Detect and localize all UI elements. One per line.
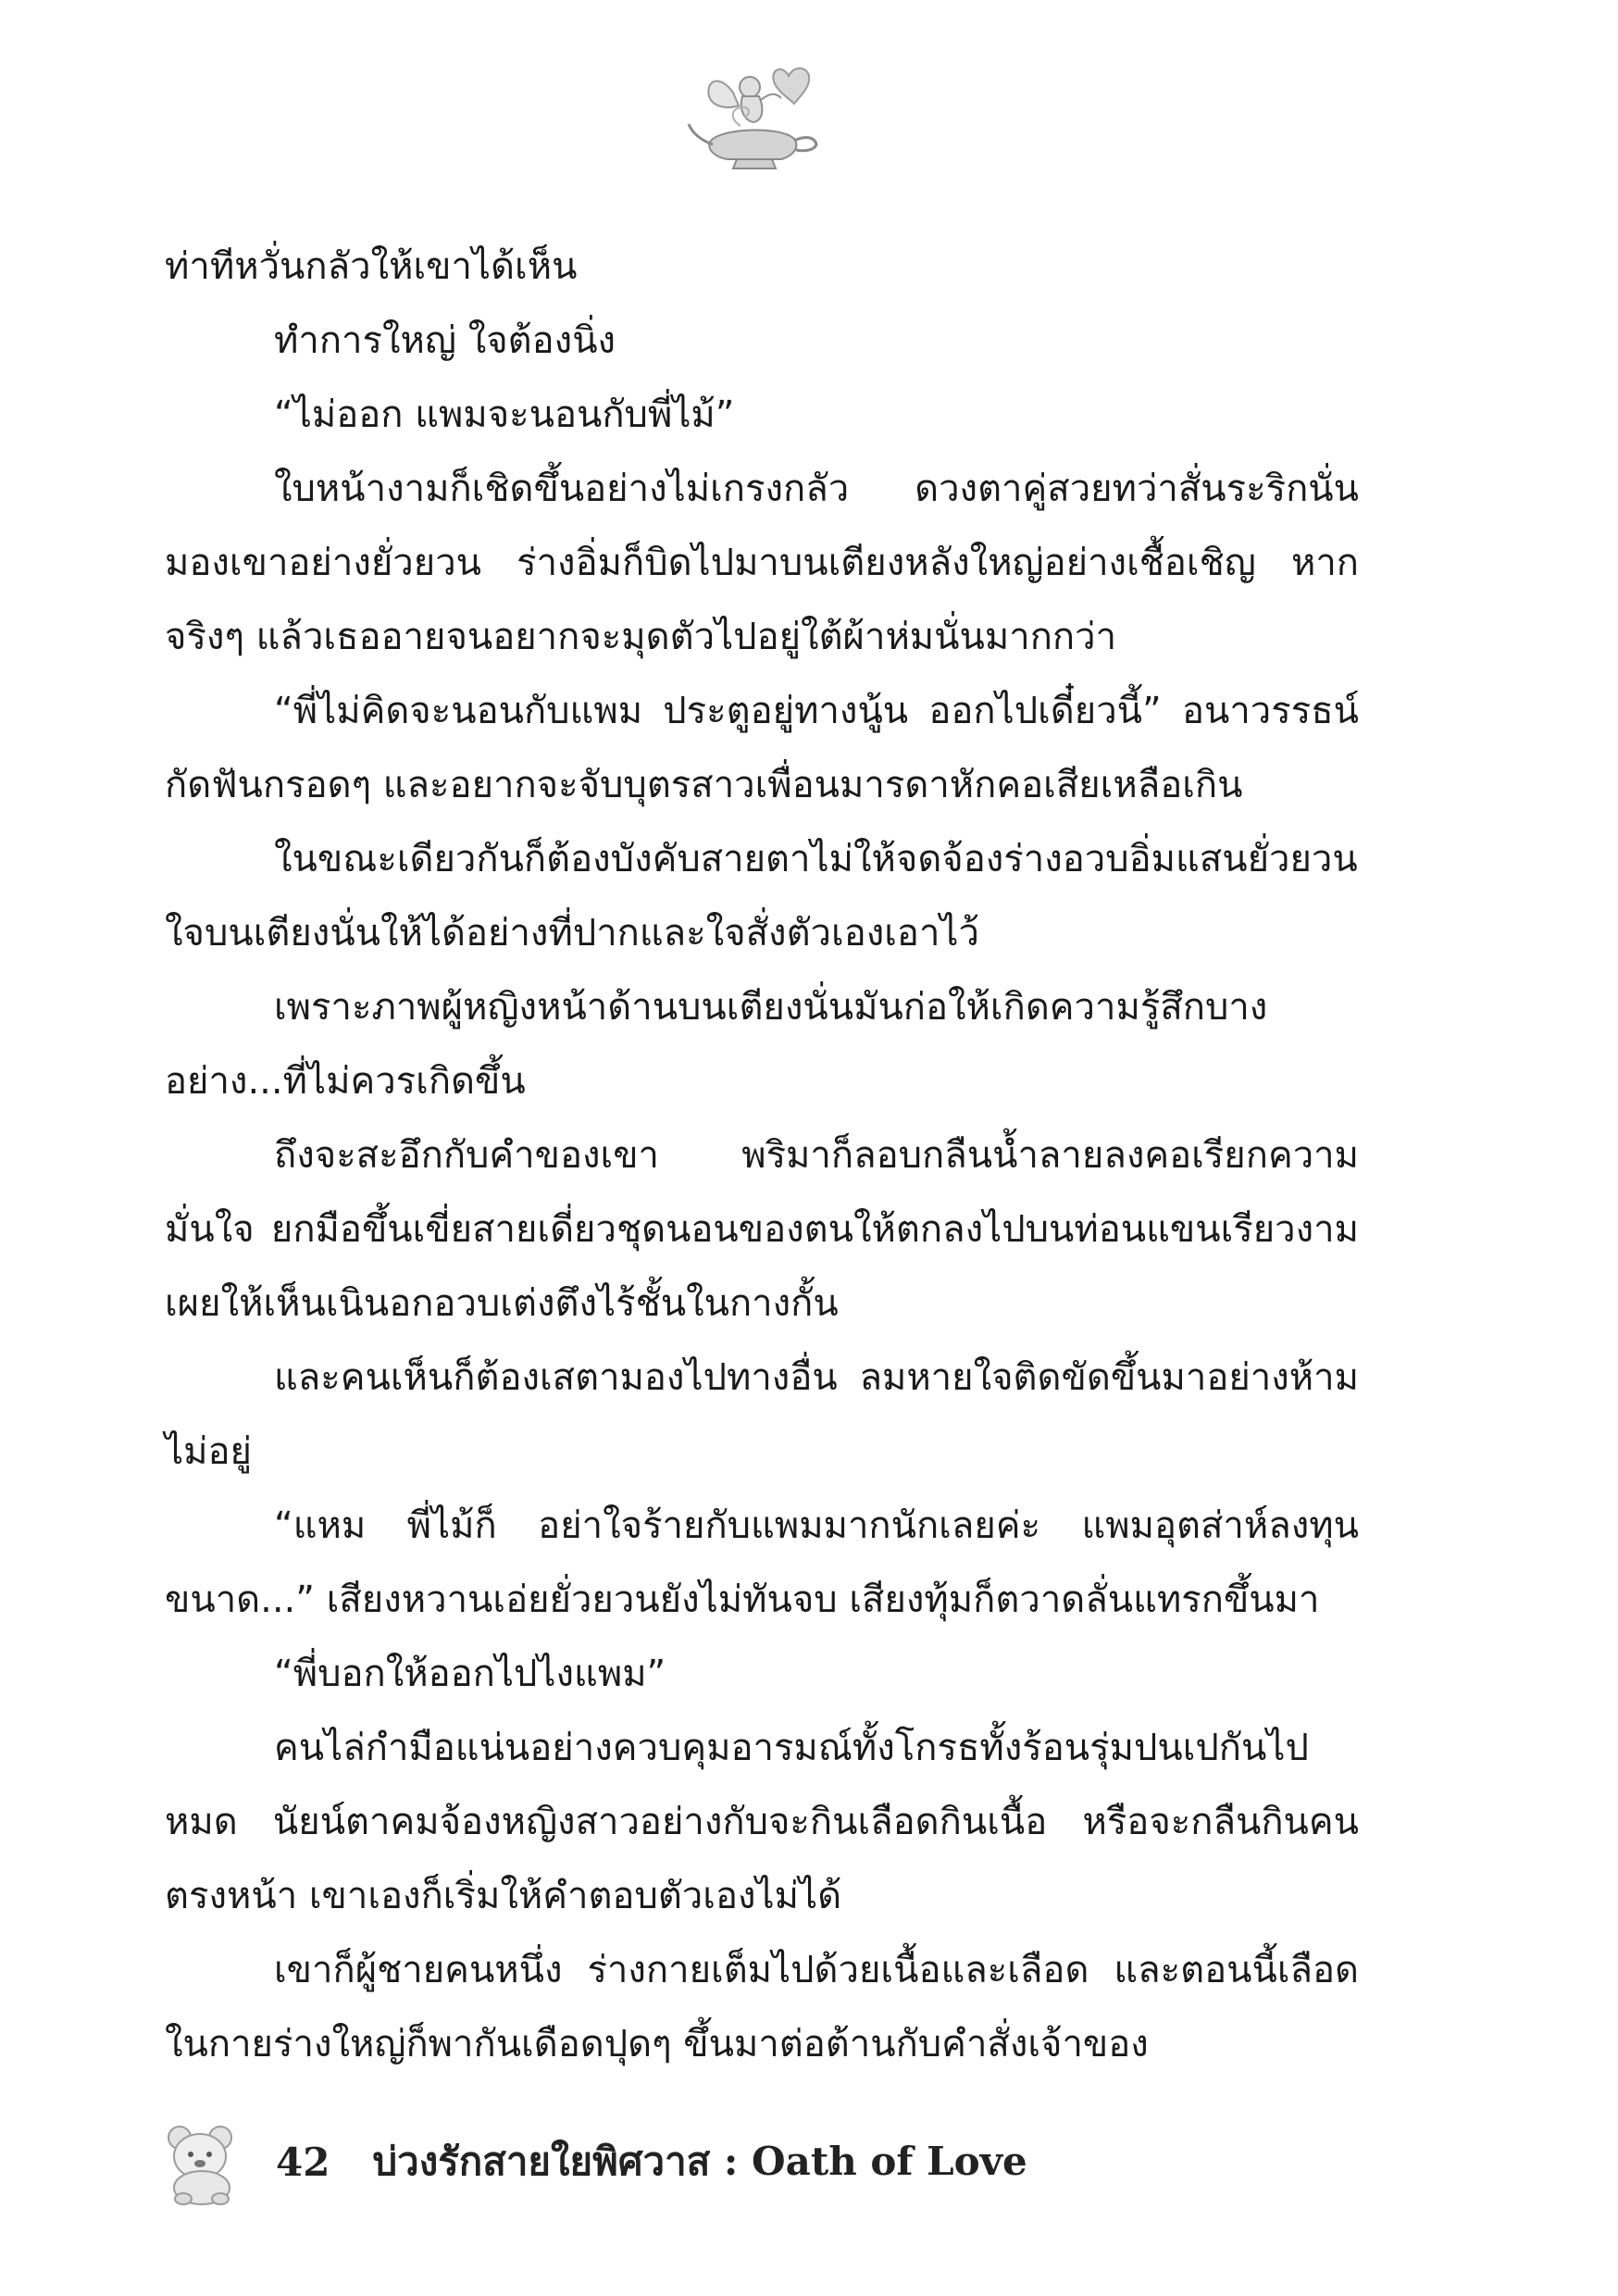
paragraph-13: เขาก็ผู้ชายคนหนึ่ง ร่างกายเต็มไปด้วยเนื้อและเลือด และตอนนี้เลือดในกายร่างใหญ่ก็พากันเดือดปุดๆ ขึ้นมาต่อต้านกับคำสั่งเจ้าของ bbox=[165, 1949, 1359, 2065]
paragraph-8: ถึงจะสะอึกกับคำของเขา พริมาก็ลอบกลืนน้ำลายลงคอเรียกความมั่นใจ ยกมือขึ้นเขี่ยสายเดี่ยวชุดนอนของตนให้ตกลงไปบนท่อนแขนเรียวงาม เผยให้เห็นเนินอกอวบเต่งตึงไร้ชั้นในกางกั้น bbox=[165, 1134, 1359, 1325]
paragraph-2: ทำการใหญ่ ใจต้องนิ่ง bbox=[274, 319, 616, 362]
cupid-teapot-icon bbox=[685, 56, 824, 176]
paragraph-6: ในขณะเดียวกันก็ต้องบังคับสายตาไม่ให้จดจ้องร่างอวบอิ่มแสนยั่วยวนใจบนเตียงนั่นให้ได้อย่างที่ปากและใจสั่งตัวเองเอาไว้ bbox=[165, 838, 1358, 955]
paragraph-7: เพราะภาพผู้หญิงหน้าด้านบนเตียงนั่นมันก่อให้เกิดความรู้สึกบางอย่าง...ที่ไม่ควรเกิดขึ้น bbox=[165, 986, 1268, 1103]
paragraph-9: และคนเห็นก็ต้องเสตามองไปทางอื่น ลมหายใจติดขัดขึ้นมาอย่างห้ามไม่อยู่ bbox=[165, 1356, 1359, 1473]
paragraph-3: “ไม่ออก แพมจะนอนกับพี่ไม้” bbox=[274, 393, 735, 436]
book-title: บ่วงรักสายใยพิศวาส : Oath of Love bbox=[372, 2139, 1027, 2184]
paragraph-4: ใบหน้างามก็เชิดขึ้นอย่างไม่เกรงกลัว ดวงตาคู่สวยทว่าสั่นระริกนั่นมองเขาอย่างยั่วยวน ร่างอิ่มก็บิดไปมาบนเตียงหลังใหญ่อย่างเชื้อเชิญ หากจริงๆ แล้วเธออายจนอยากจะมุดตัวไปอยู่ใต้ผ้าห่มนั่นมากกว่า bbox=[165, 468, 1359, 658]
paragraph-10: “แหม พี่ไม้ก็ อย่าใจร้ายกับแพมมากนักเลยค่ะ แพมอุตส่าห์ลงทุนขนาด...” เสียงหวานเอ่ยยั่วยวนยังไม่ทันจบ เสียงทุ้มก็ตวาดลั่นแทรกขึ้นมา bbox=[165, 1504, 1359, 1621]
page-footer bbox=[156, 2106, 1027, 2217]
page-number: 42 bbox=[276, 2139, 330, 2185]
body-text bbox=[165, 230, 1359, 2081]
paragraph-1: ท่าทีหวั่นกลัวให้เขาได้เห็น bbox=[165, 245, 578, 288]
teddy-bear-icon bbox=[156, 2115, 248, 2208]
paragraph-11: “พี่บอกให้ออกไปไงแพม” bbox=[274, 1653, 666, 1695]
paragraph-5: “พี่ไม่คิดจะนอนกับแพม ประตูอยู่ทางนู้น ออกไปเดี๋ยวนี้” อนาวรรธน์กัดฟันกรอดๆ และอยากจะจับบุตรสาวเพื่อนมารดาหักคอเสียเหลือเกิน bbox=[165, 690, 1359, 806]
paragraph-12: คนไล่กำมือแน่นอย่างควบคุมอารมณ์ทั้งโกรธทั้งร้อนรุ่มปนเปกันไปหมด นัยน์ตาคมจ้องหญิงสาวอย่างกับจะกินเลือดกินเนื้อ หรือจะกลืนกินคนตรงหน้า เขาเองก็เริ่มให้คำตอบตัวเองไม่ได้ bbox=[165, 1727, 1359, 1917]
